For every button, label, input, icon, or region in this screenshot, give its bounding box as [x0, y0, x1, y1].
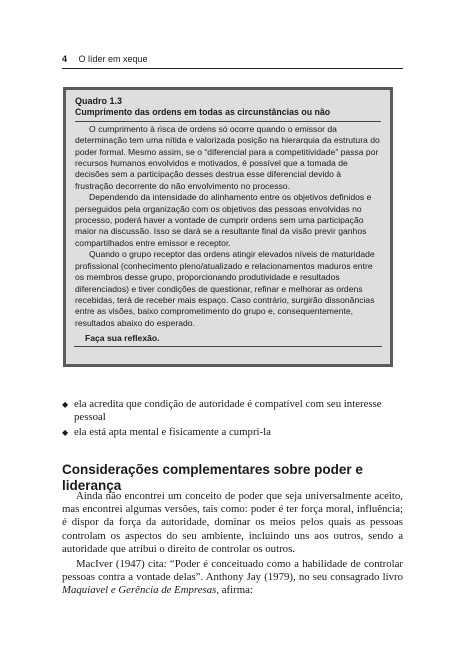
quadro-footer-rule	[74, 346, 382, 347]
quadro-label: Quadro 1.3	[75, 96, 123, 106]
quadro-paragraph: Dependendo da intensidade do alinhamento entre os objetivos definidos e perseguidos pela organização com os objetivos das pessoas envolvidas no processo, poderá haver a vontade de cumprir ordens sem uma participação maior na discussão. Isso se dará se a resultante final da visão previr ganhos compartilhados entre emissor e receptor.	[75, 192, 372, 248]
quadro-paragraph: Quando o grupo receptor das ordens atingir elevados níveis de maturidade profissional (conhecimento pleno/atualizado e relacionamentos maduros entre os membros desse grupo, proporcionando produtividade e resultados diferenciados) e tiver condições de questionar, refinar e melhorar as ordens recebidas, terá de receber mais espaço. Caso contrário, surgirão dissonâncias entre as visões, baixo comprometimento do grupo e, consequentemente, resultados abaixo do esperado.	[75, 249, 375, 328]
list-item	[62, 426, 402, 439]
body-paragraph: Ainda não encontrei um conceito de poder que seja universalmente aceito, mas encontrei algumas versões, tais como: poder é ter força moral, influência; é dispor da força da autoridade, dominar os meios pelos quais as pessoas controlam os aspectos do seu ambiente, incluindo uns aos outros, sendo a autoridade que atribui o direito de controlar os outros.	[62, 490, 403, 555]
list-item	[62, 398, 402, 424]
bullet-list	[62, 398, 402, 441]
body-text-run: , afirma:	[216, 584, 253, 597]
diamond-bullet-icon: ◆	[62, 400, 69, 409]
diamond-bullet-icon: ◆	[62, 428, 69, 437]
bullet-text: ela acredita que condição de autoridade é compatível com seu interesse pessoal	[74, 398, 382, 423]
header-rule	[62, 68, 403, 69]
page-number: 4	[62, 54, 68, 64]
running-title: O líder em xeque	[78, 54, 148, 64]
running-header	[62, 52, 402, 66]
quadro-title: Cumprimento das ordens em todas as circunstâncias ou não	[75, 107, 381, 121]
quadro-box	[63, 87, 393, 367]
quadro-content	[75, 96, 381, 345]
body-paragraph	[62, 558, 403, 598]
quadro-footer: Faça sua reflexão.	[85, 333, 160, 344]
body-text-run: MacIver (1947) cita: “Poder é conceituado como a habilidade de controlar pessoas contra a vontade delas”. Anthony Jay (1979), no seu consagrado livro	[62, 558, 403, 584]
bullet-text: ela está apta mental e fisicamente a cumpri-la	[74, 426, 271, 438]
quadro-paragraph: O cumprimento à risca de ordens só ocorre quando o emissor da determinação tem uma nítida e valorizada posição na hierarquia da estrutura do poder formal. Mesmo assim, se o “diferencial para a competitividade” passa por recursos humanos envolvidos e motivados, é possível que a tomada de decisões sem a participação desses destrua esse diferencial devido à frustração decorrente do não envolvimento no processo.	[75, 123, 380, 191]
book-title: Maquiavel e Gerência de Empresas	[62, 584, 217, 597]
section-heading: Considerações complementares sobre poder e liderança	[62, 462, 363, 493]
body-text	[62, 490, 403, 600]
